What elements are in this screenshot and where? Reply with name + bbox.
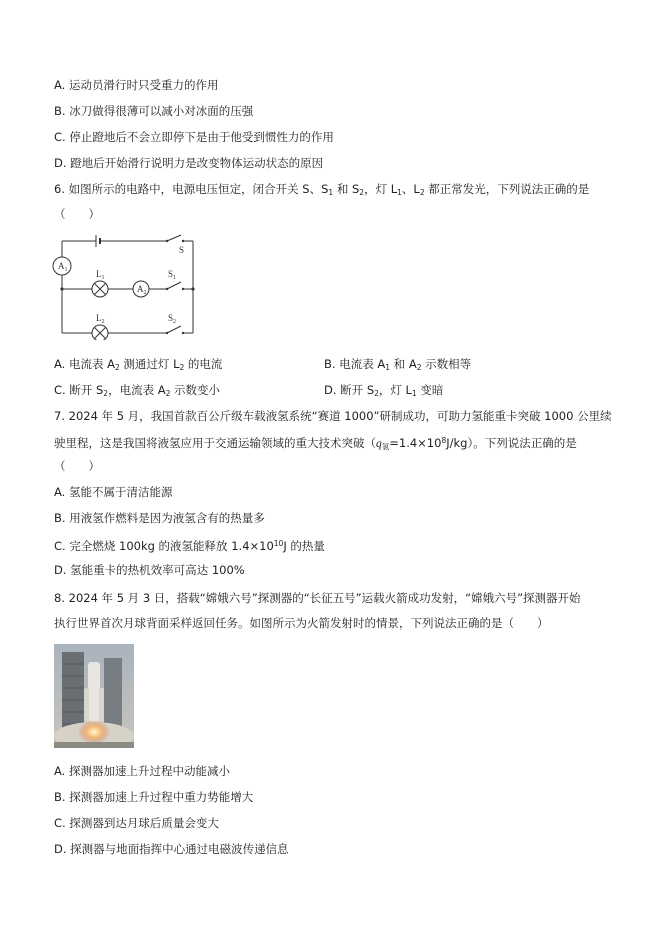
q6-option-a: A. 电流表 $A_2$ 测通过灯 $L_2$ 的电流 xyxy=(54,357,223,372)
switch-s-blade xyxy=(167,235,181,241)
switch-s2-label: $S_2$ xyxy=(168,313,177,325)
circuit-diagram xyxy=(50,232,200,340)
switch-s2-blade xyxy=(167,326,181,333)
q7-option-a: A. 氢能不属于清洁能源 xyxy=(54,485,173,499)
q7-option-d: D. 氢能重卡的热机效率可高达 100% xyxy=(54,563,245,577)
q6-option-c: C. 断开 $S_2$，电流表 $A_2$ 示数变小 xyxy=(54,383,221,398)
rocket-body xyxy=(88,662,100,722)
q6-stem: 6. 如图所示的电路中，电源电压恒定，闭合开关 S、$S_1$ 和 $S_2$，灯 $L_1$、$L_2$ 都正常发光，下列说法正确的是 xyxy=(54,182,590,197)
q6-option-b: B. 电流表 $A_1$ 和 $A_2$ 示数相等 xyxy=(324,357,472,372)
q7-option-b: B. 用液氢作燃料是因为液氢含有的热量多 xyxy=(54,511,265,525)
q8-option-c: C. 探测器到达月球后质量会变大 xyxy=(54,816,219,830)
ammeter-a1-label: $A_1$ xyxy=(58,261,68,273)
q8-option-a: A. 探测器加速上升过程中动能减小 xyxy=(54,764,230,778)
q5-option-b: B. 冰刀做得很薄可以减小对冰面的压强 xyxy=(54,104,254,118)
q6-answer-paren: （ ） xyxy=(54,207,100,221)
lamp-l1-label: $L_1$ xyxy=(96,269,105,281)
q7-stem-line1: 7. 2024 年 5 月，我国首款百公斤级车载液氢系统“赛道 1000”研制成功，可助力氢能重卡突破 1000 公里续 xyxy=(54,409,612,423)
switch-s1-blade xyxy=(167,282,181,289)
junction-dot-left xyxy=(60,287,63,290)
rocket-launch-photo xyxy=(54,644,134,748)
q5-option-d: D. 蹬地后开始滑行说明力是改变物体运动状态的原因 xyxy=(54,156,324,170)
q8-stem-line1: 8. 2024 年 5 月 3 日，搭载“嫦娥六号”探测器的“长征五号”运载火箭成功发射，“嫦娥六号”探测器开始 xyxy=(54,591,581,605)
rocket-flame xyxy=(78,720,110,744)
q7-answer-paren: （ ） xyxy=(54,459,100,473)
junction-dot-right xyxy=(191,287,194,290)
q7-stem-line2: 驶里程，这是我国将液氢应用于交通运输领域的重大技术突破$(q_氢=1.4\times 10^8J/kg)$。下列说法正确的是 xyxy=(54,436,577,451)
q5-option-a: A. 运动员滑行时只受重力的作用 xyxy=(54,78,219,92)
ammeter-a2-label: $A_2$ xyxy=(137,284,147,296)
switch-s-label: S xyxy=(179,245,185,255)
q5-option-c: C. 停止蹬地后不会立即停下是由于他受到惯性力的作用 xyxy=(54,130,334,144)
q7-option-c: C. 完全燃烧 100kg 的液氢能释放 $1.4\times 10^{10}J$ 的热量 xyxy=(54,539,325,553)
lamp-l2-label: $L_2$ xyxy=(96,313,105,325)
q8-option-b: B. 探测器加速上升过程中重力势能增大 xyxy=(54,790,254,804)
q8-option-d: D. 探测器与地面指挥中心通过电磁波传递信息 xyxy=(54,842,289,856)
switch-s1-label: $S_1$ xyxy=(168,269,177,281)
q8-stem-line2: 执行世界首次月球背面采样返回任务。如图所示为火箭发射时的情景，下列说法正确的是（ ） xyxy=(54,616,549,630)
q6-option-d: D. 断开 $S_2$，灯 $L_1$ 变暗 xyxy=(324,383,444,398)
